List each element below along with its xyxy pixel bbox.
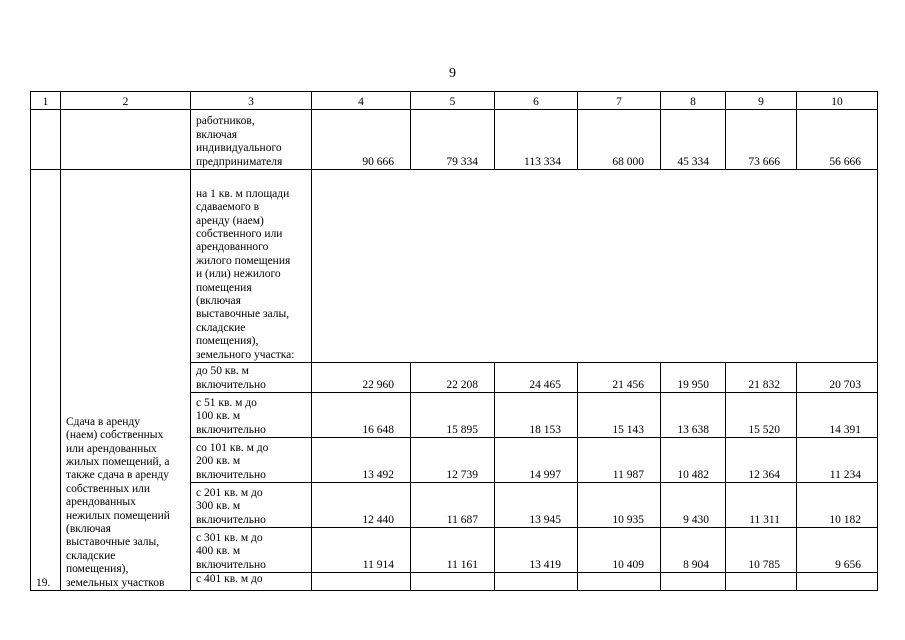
unit-line: выставочные залы,	[196, 308, 290, 321]
value-cell: 15 520	[726, 393, 797, 438]
activity-name-line: (включая	[66, 522, 111, 535]
activity-name-line: земельных участков	[66, 576, 165, 589]
value-cell: 21 832	[726, 363, 797, 393]
activity-name-line: также сдача в аренду	[66, 469, 170, 482]
activity-name-line: Сдача в аренду	[66, 415, 140, 428]
unit-line: аренду (наем)	[196, 214, 264, 227]
value-cell: 68 000	[578, 110, 661, 170]
area-range-line: до 50 кв. м	[196, 365, 249, 378]
header-row	[31, 92, 878, 110]
unit-line: работников,	[196, 115, 255, 128]
value-cell: 22 208	[411, 363, 495, 393]
unit-line: складские	[196, 321, 246, 334]
header-cell: 3	[191, 92, 312, 110]
value-cell: 8 904	[661, 528, 726, 573]
value-cell: 9 430	[661, 483, 726, 528]
area-range-cell	[191, 483, 312, 528]
value-cell: 10 409	[578, 528, 661, 573]
value-cell: 10 482	[661, 438, 726, 483]
header-cell: 9	[726, 92, 797, 110]
value-cell: 24 465	[495, 363, 578, 393]
area-range-line: включительно	[196, 468, 266, 481]
header-cell: 1	[31, 92, 61, 110]
value-cell: 13 492	[312, 438, 411, 483]
value-cell	[797, 573, 878, 591]
activity-name-line: или арендованных	[66, 442, 157, 455]
value-cell: 14 391	[797, 393, 878, 438]
activity-name-line: (наем) собственных	[66, 429, 164, 442]
value-cell: 15 895	[411, 393, 495, 438]
value-cell: 12 364	[726, 438, 797, 483]
value-cell: 45 334	[661, 110, 726, 170]
area-range-line: с 401 кв. м до	[196, 573, 263, 585]
value-cell: 79 334	[411, 110, 495, 170]
unit-line: помещения),	[196, 335, 259, 348]
unit-line: помещения	[196, 281, 252, 294]
area-range-cell	[191, 438, 312, 483]
activity-name-line: арендованных	[66, 496, 136, 509]
area-range-line: включительно	[196, 513, 266, 526]
activity-name-line: собственных или	[66, 482, 151, 495]
area-range-line: с 201 кв. м до	[196, 486, 263, 499]
value-cell: 11 311	[726, 483, 797, 528]
value-cell: 11 234	[797, 438, 878, 483]
value-cell: 11 914	[312, 528, 411, 573]
activity-name-line: выставочные залы,	[66, 536, 160, 549]
area-range-line: 100 кв. м	[196, 410, 241, 423]
value-cell: 14 997	[495, 438, 578, 483]
page-number: 9	[449, 66, 456, 81]
value-cell: 11 687	[411, 483, 495, 528]
activity-name-line: складские	[66, 549, 116, 562]
unit-line: на 1 кв. м площади	[196, 187, 290, 200]
area-range-line: 200 кв. м	[196, 455, 241, 468]
area-range-cell	[191, 528, 312, 573]
continuation-row	[31, 110, 878, 170]
activity-name-line: помещения),	[66, 563, 129, 576]
header-cell: 6	[495, 92, 578, 110]
area-range-line: с 301 кв. м до	[196, 531, 263, 544]
value-cell: 13 945	[495, 483, 578, 528]
value-cell	[411, 573, 495, 591]
row-number-cell	[31, 110, 61, 170]
value-cell: 10 785	[726, 528, 797, 573]
value-cell: 21 456	[578, 363, 661, 393]
header-cell: 8	[661, 92, 726, 110]
unit-line: арендованного	[196, 241, 269, 254]
unit-line: собственного или	[196, 227, 283, 240]
area-range-line: включительно	[196, 378, 266, 391]
unit-line: предпринимателя	[196, 155, 283, 168]
value-cell: 11 161	[411, 528, 495, 573]
item-19-header-row	[31, 170, 878, 363]
value-cell: 73 666	[726, 110, 797, 170]
activity-name-cell	[61, 110, 191, 170]
unit-line: земельного участка:	[196, 348, 295, 361]
value-cell: 16 648	[312, 393, 411, 438]
value-cell	[495, 573, 578, 591]
value-cell	[578, 573, 661, 591]
value-cell: 13 419	[495, 528, 578, 573]
rates-table	[30, 91, 878, 591]
activity-name-line: нежилых помещений	[66, 509, 170, 522]
unit-line: сдаваемого в	[196, 201, 260, 214]
value-cell: 56 666	[797, 110, 878, 170]
value-cell: 9 656	[797, 528, 878, 573]
value-cell	[312, 573, 411, 591]
value-cell: 12 739	[411, 438, 495, 483]
value-cell: 22 960	[312, 363, 411, 393]
area-range-cell	[191, 363, 312, 393]
area-range-line: со 101 кв. м до	[196, 441, 269, 454]
unit-line: включая	[196, 128, 238, 141]
row-number-cell: 19.	[31, 170, 61, 591]
value-cell: 113 334	[495, 110, 578, 170]
value-cell: 90 666	[312, 110, 411, 170]
value-cell: 20 703	[797, 363, 878, 393]
value-cell	[661, 573, 726, 591]
value-cell: 12 440	[312, 483, 411, 528]
area-range-line: включительно	[196, 423, 266, 436]
area-range-line: включительно	[196, 558, 266, 571]
value-cell: 15 143	[578, 393, 661, 438]
header-cell: 10	[797, 92, 878, 110]
area-range-cell	[191, 573, 312, 591]
unit-line: жилого помещения	[196, 254, 291, 267]
unit-line: и (или) нежилого	[196, 268, 281, 281]
header-cell: 5	[411, 92, 495, 110]
value-cell: 19 950	[661, 363, 726, 393]
area-range-line: 400 кв. м	[196, 545, 241, 558]
area-range-line: 300 кв. м	[196, 500, 241, 513]
activity-name-cell	[61, 170, 191, 591]
value-cell: 18 153	[495, 393, 578, 438]
area-range-cell	[191, 393, 312, 438]
area-range-line: с 51 кв. м до	[196, 396, 257, 409]
value-cell	[726, 573, 797, 591]
unit-cell	[191, 170, 312, 363]
value-cell: 10 935	[578, 483, 661, 528]
header-cell: 7	[578, 92, 661, 110]
unit-cell	[191, 110, 312, 170]
value-cell: 11 987	[578, 438, 661, 483]
value-cell: 13 638	[661, 393, 726, 438]
unit-line: индивидуального	[196, 142, 282, 155]
activity-name-line: жилых помещений, а	[66, 455, 170, 468]
value-cell: 10 182	[797, 483, 878, 528]
unit-line: (включая	[196, 294, 241, 307]
empty-values-cell	[312, 170, 878, 363]
header-cell: 2	[61, 92, 191, 110]
header-cell: 4	[312, 92, 411, 110]
